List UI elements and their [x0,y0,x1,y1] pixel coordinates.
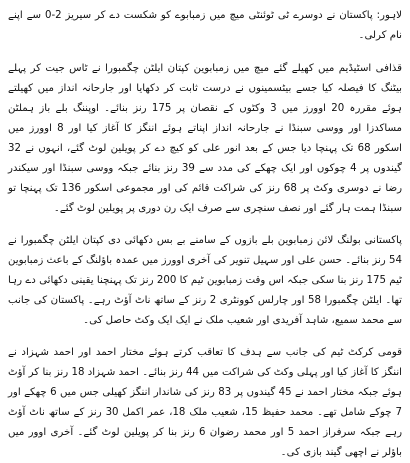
article-paragraph-3: پاکستانی بولنگ لائن زمبابوین بلے بازوں کے سامنے بے بس دکھائی دی کپتان ایلٹن چگمبورا نے 54 رنز بنائے۔ حسن علی اور سہیل تنویر کی آخری اوورز میں عمدہ باؤلنگ کے باعث زمبابوین ٹیم 175 رنز بنا سکی جبکہ اس وقت زمبابوین ٹیم کا 200 رنز تک پہنچنا یقینی دکھائی دے رہا تھا۔ ایلٹن چگمبورا 58 اور چارلس کوونٹری 2 رنز کے ساتھ ناٹ آؤٹ رہے۔ پاکستان کی جانب سے محمد سمیع، شاہد آفریدی اور شعیب ملک نے ایک ایک وکٹ حاصل کی۔ [8,235,403,326]
article-paragraph-4: قومی کرکٹ ٹیم کی جانب سے ہدف کا تعاقب کرتے ہوئے مختار احمد اور احمد شہزاد نے اننگز کا آغاز کیا اور پہلی وکٹ کی شراکت میں 44 رنز بنائے۔ احمد شہزاد 18 رنز بنا کر آؤٹ ہوئے جبکہ مختار احمد نے 45 گیندوں پر 83 رنز کی شاندار اننگز کھیلی جس میں 6 چھکے اور 7 چوکے شامل تھے۔ محمد حفیظ 15، شعیب ملک 18، عمر اکمل 30 رنز کے ساتھ ناٹ آؤٹ رہے جبکہ سرفراز احمد 5 اور محمد رضوان 6 رنز بنا کر پویلین لوٹ گئے۔ آخری اوور میں باؤلر نے اچھی گیند بازی کی۔ [8,347,403,458]
article-paragraph-1: لاہور: پاکستان نے دوسرے ٹی ٹوئنٹی میچ میں زمبابوے کو شکست دے کر سیریز 2-0 سے اپنے نام کرلی۔ [8,10,402,41]
article-paragraph-2: قذافی اسٹیڈیم میں کھیلے گئے میچ میں زمبابوین کپتان ایلٹن چگمبورا نے ٹاس جیت کر پہلے بیٹنگ کا فیصلہ کیا جسے بیٹسمینوں نے درست ثابت کر دکھایا اور جارحانہ انداز میں کھیلتے ہوئے مقررہ 20 اوورز میں 3 وکٹوں کے نقصان پر 175 رنز بنائے۔ اوپننگ بلے باز ہملٹن مساکدزا اور ووسی سبنڈا نے جارحانہ انداز اپناتے ہوئے اننگز کا آغاز کیا اور 8 اوورز میں اسکور 68 تک پہنچا دیا جس کے بعد انور علی کو کیچ دے کر پویلین لوٹ گئے، انہوں نے 32 گیندوں پر 4 چوکوں اور ایک چھکے کی مدد سے 39 رنز بنائے جبکہ ووسی سبنڈا اور سیکندر رضا نے دوسری وکٹ پر 68 رنز کی شراکت قائم کی اور مجموعی اسکور 136 تک پہنچا تو سبنڈا ہمت ہار گئے اور نصف سنچری سے صرف ایک رن دوری پر پویلین لوٹ گئے۔ [8,63,403,214]
